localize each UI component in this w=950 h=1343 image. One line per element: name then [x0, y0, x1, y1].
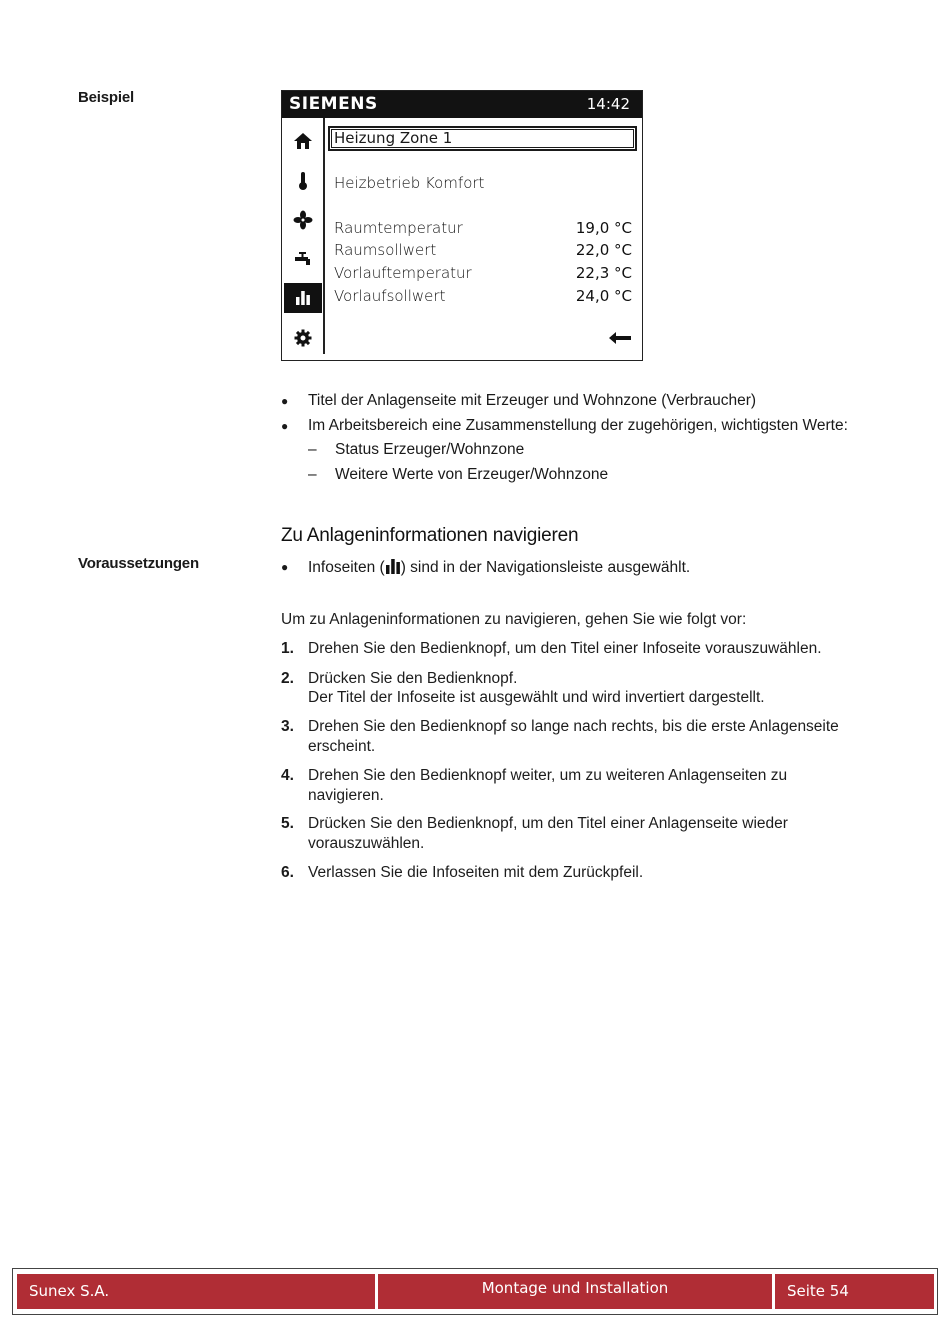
- device-screen: [281, 90, 643, 361]
- device-row-label: Vorlauftemperatur: [334, 264, 472, 282]
- step-text: Drehen Sie den Bedienknopf weiter, um zu weiteren Anlagenseiten zu: [308, 767, 788, 784]
- tap-icon[interactable]: [284, 244, 322, 274]
- step-number: 3.: [281, 718, 294, 735]
- intro-text: Um zu Anlageninformationen zu navigieren, gehen Sie wie folgt vor:: [281, 611, 747, 628]
- home-icon[interactable]: [284, 126, 322, 156]
- device-row-value: 22,0 °C: [575, 241, 632, 259]
- step-number: 1.: [281, 640, 294, 657]
- step-text: erscheint.: [308, 738, 376, 755]
- device-nav-bar: [282, 118, 325, 354]
- device-row-value: 24,0 °C: [575, 287, 632, 305]
- step-text: Drehen Sie den Bedienknopf so lange nach rechts, bis die erste Anlagenseite: [308, 718, 839, 735]
- step-text: vorauszuwählen.: [308, 835, 425, 852]
- device-mode: Heizbetrieb Komfort: [334, 174, 485, 192]
- device-time: 14:42: [586, 95, 630, 113]
- info-chart-icon[interactable]: [284, 283, 322, 313]
- footer-title: Montage und Installation: [378, 1274, 772, 1309]
- step-text: Drücken Sie den Bedienknopf, um den Titel einer Anlagenseite wieder: [308, 815, 788, 832]
- gear-icon[interactable]: [284, 323, 322, 353]
- footer-company: Sunex S.A.: [17, 1274, 375, 1309]
- info-chart-icon: [385, 558, 401, 574]
- device-header: [282, 91, 642, 118]
- side-label-prerequisites: Voraussetzungen: [78, 555, 199, 572]
- device-row-value: 22,3 °C: [575, 264, 632, 282]
- step-number: 6.: [281, 864, 294, 881]
- step-number: 2.: [281, 670, 294, 687]
- thermometer-icon[interactable]: [284, 166, 322, 196]
- device-page-title[interactable]: Heizung Zone 1: [328, 126, 637, 151]
- step-number: 5.: [281, 815, 294, 832]
- device-row-label: Raumtemperatur: [334, 219, 463, 237]
- step-text: Der Titel der Infoseite ist ausgewählt und wird invertiert dargestellt.: [308, 689, 765, 706]
- fan-icon[interactable]: [284, 205, 322, 235]
- back-arrow-icon[interactable]: [608, 331, 632, 345]
- step-text: Drücken Sie den Bedienknopf.: [308, 670, 518, 687]
- step-text: Drehen Sie den Bedienknopf, um den Titel einer Infoseite vorauszuwählen.: [308, 640, 822, 657]
- step-number: 4.: [281, 767, 294, 784]
- device-row-label: Raumsollwert: [334, 241, 437, 259]
- step-text: Verlassen Sie die Infoseiten mit dem Zurückpfeil.: [308, 864, 644, 881]
- device-brand: SIEMENS: [289, 94, 378, 114]
- device-row-value: 19,0 °C: [575, 219, 632, 237]
- step-text: navigieren.: [308, 787, 384, 804]
- footer-page-number: Seite 54: [775, 1274, 934, 1309]
- side-label-example: Beispiel: [78, 89, 134, 106]
- device-row-label: Vorlaufsollwert: [334, 287, 446, 305]
- page-footer: [12, 1268, 938, 1315]
- section-heading: Zu Anlageninformationen navigieren: [281, 525, 579, 546]
